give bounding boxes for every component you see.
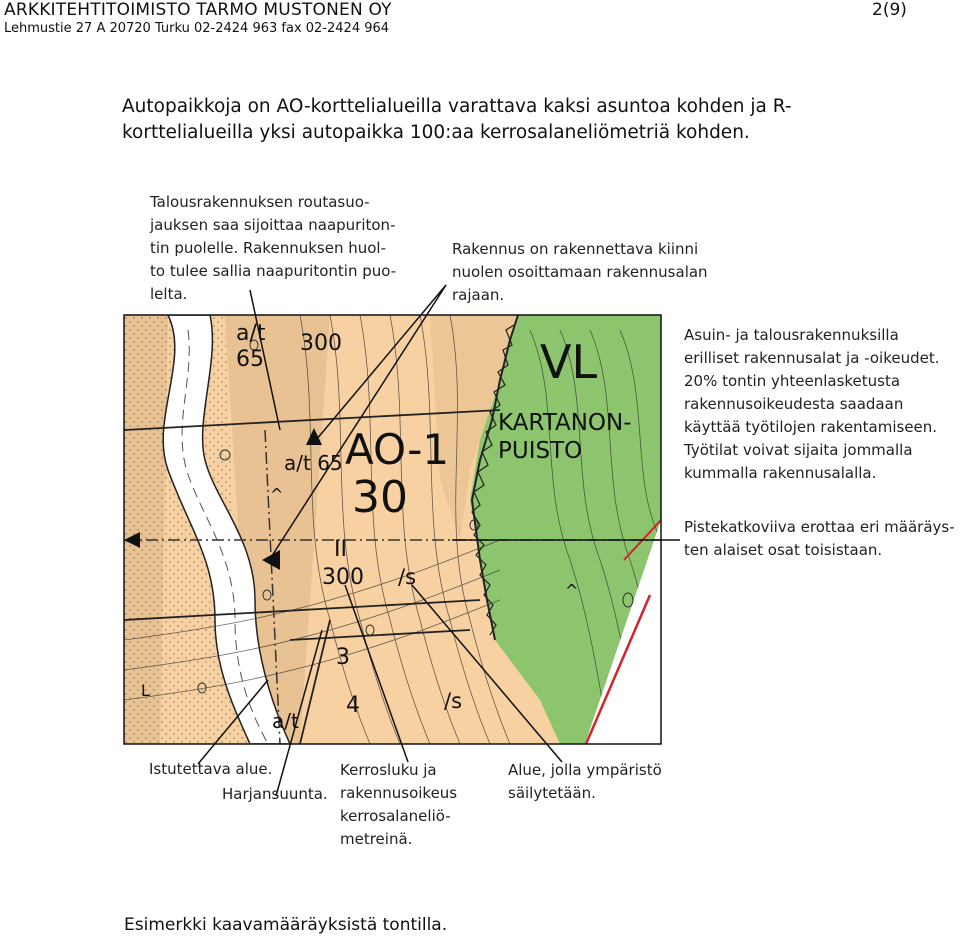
label-plot-3: 3 bbox=[336, 645, 350, 670]
label-at-bottom: a/t bbox=[272, 709, 299, 733]
label-area-300: 300 bbox=[322, 565, 364, 590]
company-name: ARKKITEHTITOIMISTO TARMO MUSTONEN OY bbox=[4, 0, 392, 20]
annotation-harjansuunta: Harjansuunta. bbox=[222, 785, 328, 803]
label-area-300-top: 300 bbox=[300, 331, 342, 356]
intro-paragraph: Autopaikkoja on AO-korttelialueilla varattava kaksi asuntoa kohden ja R-korttelialueilla yksi autopaikka 100:aa kerrosalaneliömetriä kohden. bbox=[122, 96, 792, 143]
annotation-alue: Alue, jolla ympäristö säilytetään. bbox=[508, 761, 662, 802]
page-number: 2(9) bbox=[872, 0, 907, 20]
annotation-rakennusala: Rakennus on rakennettava kiinni nuolen osoittamaan rakennusalan rajaan. bbox=[452, 240, 708, 304]
annotation-istutettava: Istutettava alue. bbox=[149, 760, 273, 778]
annotation-kerrosluku: Kerrosluku ja rakennusoikeus kerrosalaneliö- metreinä. bbox=[340, 761, 458, 848]
label-ao1: AO-1 bbox=[345, 425, 450, 474]
figure-caption: Esimerkki kaavamääräyksistä tontilla. bbox=[124, 915, 448, 935]
annotation-asuin: Asuin- ja talousrakennuksilla erilliset rakennusalat ja -oikeudet. 20% tontin yhteenlasketusta rakennusoikeudesta saadaan käyttää työtilojen rakentamiseen. Työtilat voivat sijaita jommalla kummalla rakennusalalla. bbox=[684, 326, 940, 482]
label-at-top: a/t bbox=[236, 321, 266, 346]
annotation-pistekatkoviiva: Pistekatkoviiva erottaa eri määräys- ten alaiset osat toisistaan. bbox=[684, 518, 955, 559]
label-s-mid: /s bbox=[398, 565, 417, 589]
label-l-mark: L bbox=[141, 681, 150, 700]
label-at65: a/t 65 bbox=[284, 451, 343, 475]
label-s-bottom: /s bbox=[444, 689, 463, 713]
label-caret-2: ^ bbox=[565, 581, 579, 600]
label-at-top-area: 65 bbox=[236, 347, 264, 372]
label-kartanon: KARTANON- bbox=[498, 410, 632, 436]
company-address: Lehmustie 27 A 20720 Turku 02-2424 963 fax 02-2424 964 bbox=[4, 21, 390, 36]
label-puisto: PUISTO bbox=[498, 438, 583, 464]
label-ao1-number: 30 bbox=[352, 472, 408, 523]
label-floors: II bbox=[334, 537, 347, 562]
label-plot-4: 4 bbox=[346, 693, 360, 718]
label-vl: VL bbox=[540, 335, 598, 389]
label-caret-1: ^ bbox=[270, 485, 284, 504]
annotation-talousrakennus: Talousrakennuksen routasuo- jauksen saa sijoittaa naapuriton- tin puolelle. Rakennuksen huol- to tulee sallia naapuritontin puo- lelta. bbox=[150, 193, 397, 303]
